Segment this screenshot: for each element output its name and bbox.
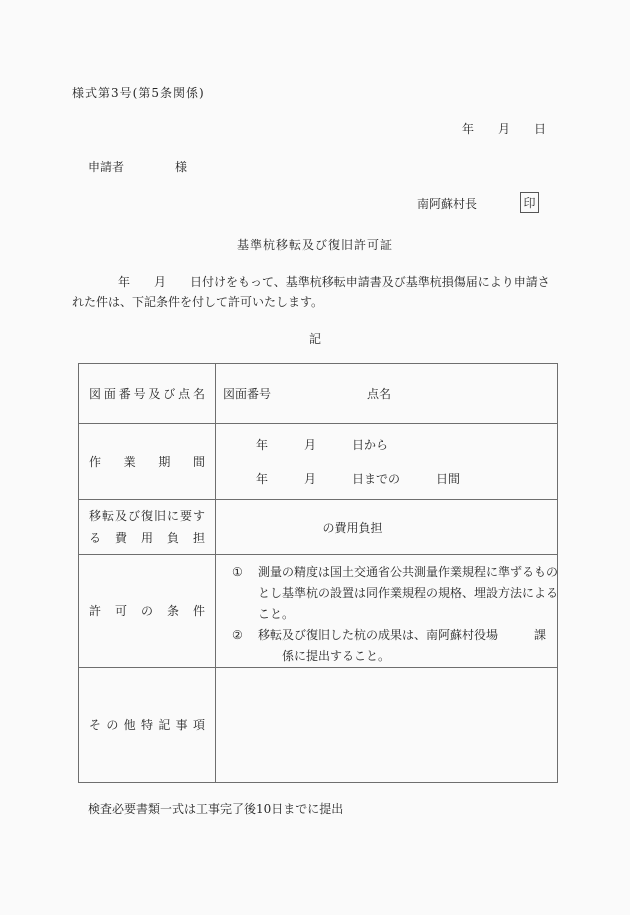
- footer-note: 検査必要書類一式は工事完了後10日までに提出: [88, 802, 344, 816]
- seal-stamp: 印: [520, 192, 539, 213]
- condition-item-2: [216, 625, 562, 667]
- condition-2-line-1: 移転及び復旧した杭の成果は、南阿蘇村役場 課: [258, 628, 547, 642]
- condition-item-1: [216, 562, 562, 625]
- permit-table: [78, 363, 558, 783]
- body-paragraph: 年 月 日付けをもって、基準杭移転申請書及び基準杭損傷届により申請された件は、下記条件を付して許可いたします。: [72, 275, 550, 309]
- table-row-conditions: [79, 555, 558, 668]
- conditions-row-value: [216, 555, 558, 668]
- issue-date-line: 年 月 日: [461, 122, 546, 136]
- table-row-notes: [79, 668, 558, 783]
- table-row-period: [79, 424, 558, 500]
- document-title: 基準杭移転及び復旧許可証: [236, 238, 393, 252]
- applicant-honorific: 様: [175, 160, 188, 174]
- applicant-label: 申請者: [88, 160, 125, 174]
- period-to-line: 年 月 日までの 日間: [256, 471, 461, 486]
- drawing-row-label: 図面番号及び点名: [79, 364, 216, 424]
- cost-row-label: 移転及び復旧に要する費用負担: [79, 500, 216, 555]
- condition-1-marker: ①: [232, 565, 243, 579]
- notes-row-label: その他特記事項: [79, 668, 216, 783]
- issuer-title: 南阿蘇村長: [417, 197, 478, 211]
- record-marker: 記: [308, 332, 321, 346]
- conditions-row-label: 許可の条件: [79, 555, 216, 668]
- condition-1-text: 測量の精度は国土交通省公共測量作業規程に準ずるものとし基準杭の設置は同作業規程の規格、埋設方法によること。: [258, 565, 559, 621]
- applicant-line: [88, 158, 187, 175]
- period-from-line: 年 月 日から: [256, 437, 389, 452]
- condition-2-line-2: 係に提出すること。: [258, 649, 391, 663]
- drawing-row-value: 図面番号 点名: [216, 364, 558, 424]
- cost-row-value: の費用負担: [216, 500, 558, 555]
- notes-row-value: [216, 668, 558, 783]
- period-row-value: [216, 424, 558, 500]
- condition-2-marker: ②: [232, 628, 243, 642]
- table-row-drawing: [79, 364, 558, 424]
- form-number: 様式第3号(第5条関係): [72, 86, 205, 100]
- period-row-label: 作業期間: [79, 424, 216, 500]
- table-row-cost: [79, 500, 558, 555]
